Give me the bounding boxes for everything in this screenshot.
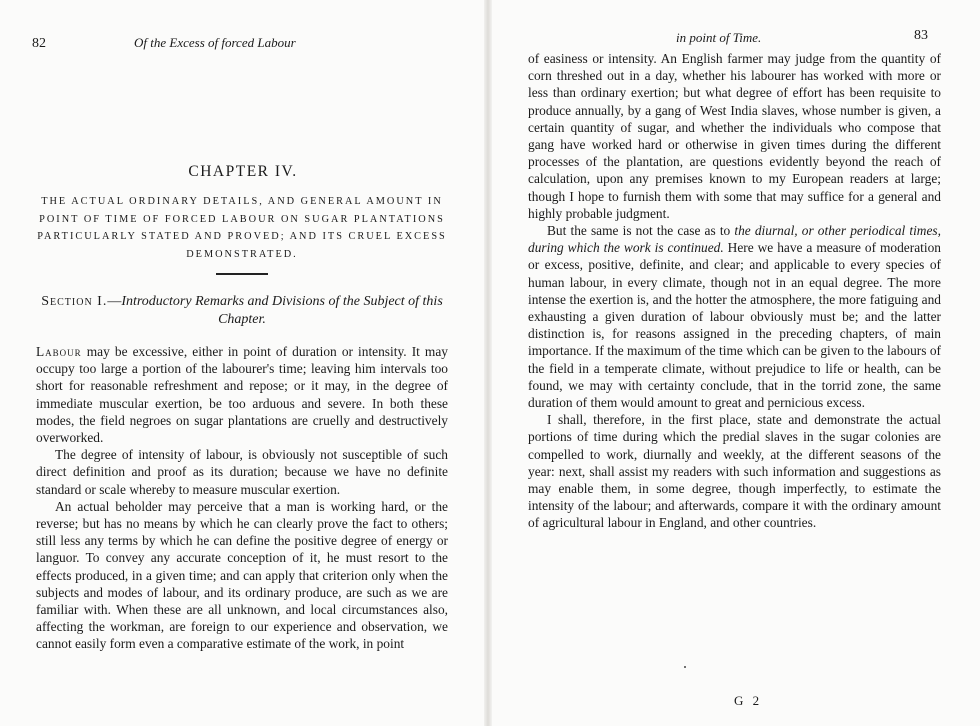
left-body-text bbox=[36, 343, 448, 653]
paragraph-text: But the same is not the case as to bbox=[547, 223, 735, 239]
left-page bbox=[0, 0, 486, 726]
paragraph-lead-word: Labour bbox=[36, 344, 82, 359]
signature-mark: G 2 bbox=[734, 693, 763, 708]
section-title: Introductory Remarks and Divisions of the Subject of this Chapter. bbox=[121, 294, 443, 327]
running-head-left: Of the Excess of forced Labour bbox=[134, 35, 296, 50]
divider-rule bbox=[216, 273, 268, 275]
section-heading bbox=[36, 293, 448, 329]
paragraph: The degree of intensity of labour, is obviously not susceptible of such direct definition and proof as its duration; because we have no definite standard or scale whereby to measure muscular exertion. bbox=[36, 447, 448, 497]
chapter-summary: THE ACTUAL ORDINARY DETAILS, AND GENERAL AMOUNT IN POINT OF TIME OF FORCED LABOUR ON SUGAR PLANTATIONS PARTICULARLY STATED AND PROVED; AND ITS CRUEL EXCESS DEMONSTRATED. bbox=[37, 196, 447, 260]
section-dash: — bbox=[107, 294, 122, 309]
paragraph-text: Here we have a measure of moderation or excess, positive, definite, and clear; and applicable to every species of human labour, in every climate, though not in an equal degree. The more intense the exertion is, and the hotter the atmosphere, the more fatiguing and exhausting a given duration of labour obviously must be; and the latter distinction is, for reasons assigned in the preceding chapters, of main importance. If the maximum of the time which can be given to the labours of the field in a temperate climate, without prejudice to life or health, can be found, we may with certainty conclude, that in the torrid zone, the same duration of them would amount to great and pernicious excess. bbox=[528, 240, 941, 411]
paragraph: I shall, therefore, in the first place, state and demonstrate the actual portions of time during which the predial slaves in the sugar colonies are compelled to work, diurnally and weekly, at the different seasons of the year: next, shall assist my readers with such information and suggestions as may enable them, in some degree, though imperfectly, to estimate the intensity of the labour; and afterwards, compare it with the ordinary amount of agricultural labour in England, and other countries. bbox=[528, 412, 941, 531]
right-page bbox=[490, 0, 980, 726]
paragraph bbox=[528, 222, 941, 411]
paragraph bbox=[36, 343, 448, 446]
chapter-title: CHAPTER IV. bbox=[188, 163, 298, 180]
paragraph-italic-text: the diurnal, or other periodical times, during which the work is continued. bbox=[528, 223, 941, 256]
paragraph-text: may be excessive, either in point of duration or intensity. It may occupy too large a portion of the labourer's time; leaving him intervals too short for reasonable refreshment and repose; or it may, in the degree of immediate muscular exertion, be too arduous and severe. In both these modes, the field negroes on sugar plantations are cruelly and destructively overworked. bbox=[36, 344, 448, 446]
page-number-right: 83 bbox=[914, 28, 928, 43]
right-body-text bbox=[528, 50, 941, 532]
running-head-right: in point of Time. bbox=[676, 30, 762, 45]
paragraph: An actual beholder may perceive that a man is working hard, or the reverse; but has no means by which he can clearly prove the fact to others; still less any terms by which he can define the positive degree of energy or languor. To convey any accurate conception of it, he must resort to the effects produced, in a given time; and can apply that criterion only when the subjects and modes of labour, and its ordinary produce, are such as we are familiar with. When these are all unknown, and local circumstances also, affecting the workman, are foreign to our experience and observation, we cannot easily form even a comparative estimate of the work, in point bbox=[36, 498, 448, 652]
ink-speck bbox=[684, 666, 686, 668]
paragraph: of easiness or intensity. An English farmer may judge from the quantity of corn threshed out in a day, whether his labourer has worked with more or less than ordinary exertion; but what degree of effort has been requisite to produce annually, by a gang of West India slaves, whose number is given, a certain quantity of sugar, and whether the individuals who compose that gang have worked hard or otherwise in given times during the different processes of the plantation, are questions evidently beyond the reach of calculation, upon any premises known to my European readers at large; though I hope to furnish them with some that may suffice for a general and highly probable judgment. bbox=[528, 51, 941, 221]
section-label: Section I. bbox=[41, 294, 108, 309]
page-number-left: 82 bbox=[32, 36, 46, 51]
